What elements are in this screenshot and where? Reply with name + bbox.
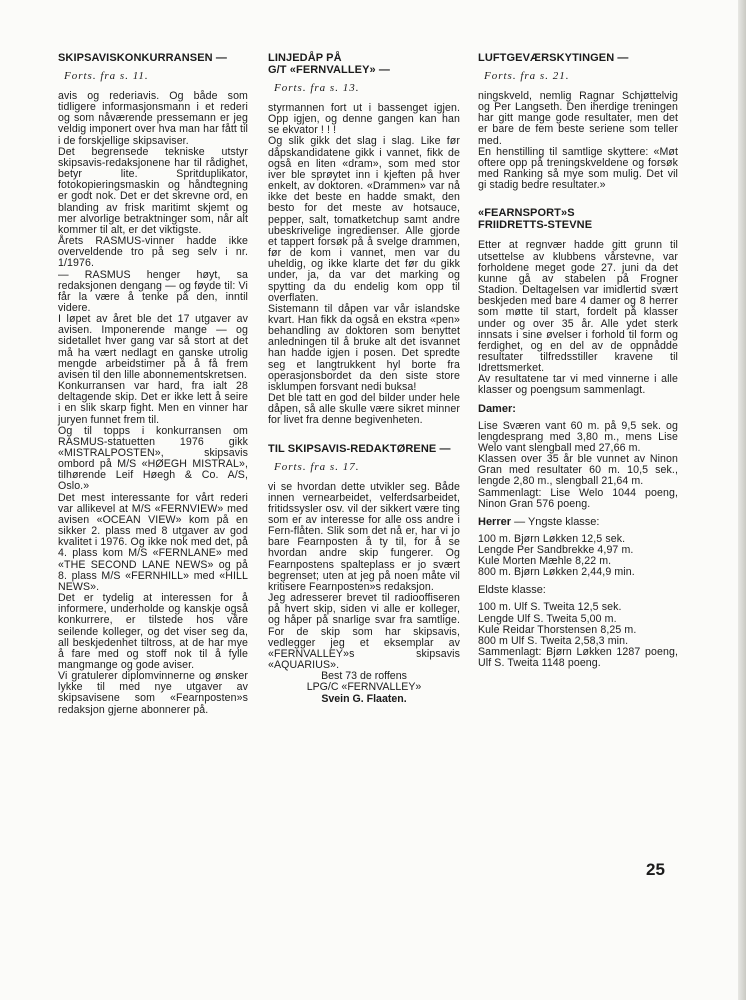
section-title-herrer xyxy=(478,516,678,528)
signature-line: Best 73 de roffens xyxy=(321,670,407,683)
signature-name-text: Svein G. Flaaten. xyxy=(321,692,407,705)
article-heading-skipsavis-redaktorene: TIL SKIPSAVIS-REDAKTØRENE — xyxy=(268,442,451,455)
continued-from-label: Forts. fra s. 13. xyxy=(274,82,360,94)
spacer xyxy=(268,427,460,443)
signature-line: LPG/C «FERNVALLEY» xyxy=(306,681,422,694)
column-1 xyxy=(58,52,248,716)
continued-from-label: Forts. fra s. 17. xyxy=(274,460,360,473)
spacer xyxy=(478,191,678,207)
continued-from-label: Forts. fra s. 11. xyxy=(64,70,149,82)
results-herrer-eldste: 100 m. Ulf S. Tweita 12,5 sek. Lengde Ulf S. Tweita 5,00 m. Kule Reidar Thorstensen 8,25 m. 800 m Ulf S. Tweita 2,58,3 min. Sammenlagt: Bjørn Løkken 1287 poeng, Ulf S. Tweita 1148 poeng. xyxy=(478,601,678,670)
page-edge-shadow xyxy=(738,0,746,1000)
article-heading-friidrett: «FEARNSPORT»S FRIIDRETTS-STEVNE xyxy=(478,207,593,232)
section-title-eldste: Eldste klasse: xyxy=(478,584,546,597)
herrer-class-label: — Yngste klasse: xyxy=(511,515,600,528)
column-2 xyxy=(268,52,460,705)
herrer-label: Herrer xyxy=(478,515,512,528)
article-body: ningskveld, nemlig Ragnar Schjøttelvig og Per Langseth. Den iherdige treningen har gitt mange gode resultater, men det er bare de fem beste seriene som teller med. En henstilling til samtlige skyttere: «Møt oftere opp på treningskveldene og forsøk med Ranking så mye som mulig. Det vil gi stadig bedre resultater.» xyxy=(478,90,678,192)
column-3 xyxy=(478,52,678,669)
article-body: Etter at regnvær hadde gitt grunn til utsettelse av klubbens vårstevne, var forholdene meget gode 27. juni da det kunne gå av stabelen på Frogner Stadion. Deltagelsen var imidlertid svært beskjeden med bare 4 damer og 8 herrer som møtte til start, fordelt på klasser under og over 35 år. Alle ydet sterk innsats i sine øvelser i forhold til form og ferdighet, og en del av de oppnådde resultater tilfredsstiller kravene til Idrettsmerket. Av resultatene tar vi med vinnerne i alle klasser og poengsum sammenlagt. xyxy=(478,239,678,397)
continued-from-label: Forts. fra s. 21. xyxy=(484,70,570,82)
signature-name xyxy=(268,694,460,705)
article-heading-skipsavis: SKIPSAVISKONKURRANSEN — xyxy=(58,52,227,64)
article-heading-luftgevar: LUFTGEVÆRSKYTINGEN — xyxy=(478,52,629,64)
results-damer: Lise Sværen vant 60 m. på 9,5 sek. og lengdesprang med 3,80 m., mens Lise Welo vant slengball med 27,66 m. Klassen over 35 år ble vunnet av Ninon Gran med resultater 60 m. 10,5 sek., lengde 2,80 m., slengball 21,64 m. Sammenlagt: Lise Welo 1044 poeng, Ninon Gran 576 poeng. xyxy=(478,419,678,510)
results-herrer-yngste: 100 m. Bjørn Løkken 12,5 sek. Lengde Per Sandbrekke 4,97 m. Kule Morten Mæhle 8,22 m. 800 m. Bjørn Løkken 2,44,9 min. xyxy=(478,532,635,579)
article-body: vi se hvordan dette utvikler seg. Både innen vernearbeidet, velferdsarbeidet, fritidssysler osv. vil der sikkert være ting som er av interesse for alle oss andre i Fern-flåten. Slik som det nå er, har vi jo bare Fearnposten å ty til, for å se hvordan andre skip fungerer. Og Fearnpostens spalteplass er jo svært begrenset; uten at jeg på noen måte vil kritisere Fearnposten»s redaksjon. Jeg adresserer brevet til radiooffiseren på hvert skip, siden vi alle er kolleger, og håper på snarlige svar fra samtlige. For de skip som har skipsavis, vedlegger jeg et eksemplar av «FERNVALLEY»s skipsavis «AQUARIUS». xyxy=(268,480,460,672)
page-number: 25 xyxy=(646,860,665,879)
article-heading-linjedap: LINJEDÅP PÅ G/T «FERNVALLEY» — xyxy=(268,52,390,76)
article-body: styrmannen fort ut i bassenget igjen. Opp igjen, og denne gangen kan han se ekvator ! ! ! Og slik gikk det slag i slag. Like før dåpskandidatene gikk i vannet, fikk de også en liten «dram», som med stor iver ble sprøytet inn i kjeften på hver enkelt, av doktoren. «Drammen» var nå ikke det beste en hadde smakt, den besto for det meste av hotsauce, pepper, salt, tomatketchup samt andre ubeskrivelige ingredienser. Alle gjorde et tappert forsøk på å svelge drammen, før de kom i vannet, men var du uheldig, og ikke klarte det før du gikk under, ja, da var det marking og spytting da du endelig kom opp til overflaten. Sistemann til dåpen var vår islandske kvart. Han fikk da også en ekstra «pen» behandling av doktoren som benyttet anledningen til å bruke alt det isvannet han hadde igjen i posen. Det spredte seg et langtrukkent hyl borte fra operasjonsbordet da den siste store isklumpen forsvant nedi buksa! Det ble tatt en god del bilder under hele dåpen, så alle skulle være sikret minner for livet fra denne begivenheten. xyxy=(268,102,460,427)
section-title-damer: Damer: xyxy=(478,402,516,415)
article-body: avis og rederiavis. Og både som tidligere informasjonsmann i et rederi og som nåværende pressemann er jeg veldig imponert over hva man har fått til i de forskjellige skipsaviser. Det begrensede tekniske utstyr skipsavis-redaksjonene har til rådighet, betyr lite. Spritduplikator, fotokopieringsmaskin og håndtegning er godt nok. Det er det skrevne ord, en blanding av frisk maritimt skjemt og mer alvorlige betraktninger som, når alt kommer til alt, er det viktigste. Årets RASMUS-vinner hadde ikke overveldende tro på seg selv i nr. 1/1976. — RASMUS henger høyt, sa redaksjonen dengang — og føyde til: Vi får la være å tenke på den, inntil videre. I løpet av året ble det 17 utgaver av avisen. Imponerende mange — og sidetallet hver gang var så stort at det må ha vært nedlagt en ganske utrolig mengde arbeidstimer på å få frem avisen til den lille abonnementskretsen. Konkurransen var hard, fra ialt 28 deltagende skip. Det er ikke lett å seire i en slik skarp fight. Men en vinner har juryen funnet frem til. Og til topps i konkurransen om RASMUS-statuetten 1976 gikk «MISTRALPOSTEN», skipsavis ombord på M/S «HØEGH MISTRAL», tilhørende Leif Høegh & Co. A/S, Oslo.» Det mest interessante for vårt rederi var allikevel at M/S «FERNVIEW» med avisen «OCEAN VIEW» kom på en sikker 2. plass med 8 utgaver av god kvalitet i 1976. Og ikke nok med det, på 4. plass kom M/S «FERNLANE» med «THE SECOND LANE NEWS» og på 8. plass M/S «FERNHILL» med «HILL NEWS». Det er tydelig at interessen for å informere, underholde og kanskje også konkurrere, er tilstede hos våre seilende kolleger, og det viser seg da, all beskjedenhet tiltross, at de har mye å fare med og stoff nok til å fylle mangmange og gode aviser. Vi gratulerer diplomvinnerne og ønsker lykke til med nye utgaver av skipsavisene som «Fearnposten»s redaksjon gjerne abonnerer på. xyxy=(58,90,248,716)
